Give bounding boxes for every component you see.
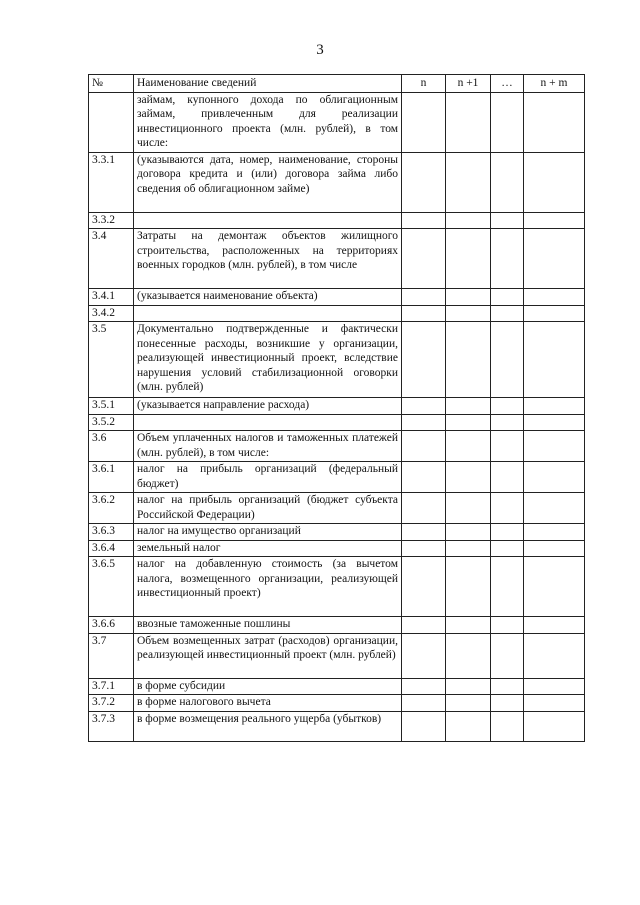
row-number: 3.4 [89,229,134,289]
row-number: 3.7.2 [89,695,134,712]
cell-value-n [402,289,446,306]
cell-value-n-plus-m [524,633,585,678]
cell-value-ellipsis [491,152,524,212]
table-row [89,695,585,712]
cell-value-ellipsis [491,678,524,695]
cell-value-n-plus-1 [446,322,491,398]
cell-value-ellipsis [491,229,524,289]
row-number: 3.6 [89,431,134,462]
row-number: 3.3.2 [89,212,134,229]
cell-value-n [402,322,446,398]
row-number: 3.6.4 [89,540,134,557]
cell-value-ellipsis [491,398,524,415]
cell-value-n-plus-m [524,152,585,212]
row-number: 3.5.1 [89,398,134,415]
cell-value-ellipsis [491,524,524,541]
cell-value-n-plus-m [524,431,585,462]
cell-value-n-plus-1 [446,152,491,212]
cell-value-n-plus-1 [446,229,491,289]
cell-value-n-plus-m [524,540,585,557]
row-name [134,414,402,431]
cell-value-n-plus-m [524,414,585,431]
row-name [134,212,402,229]
cell-value-n [402,540,446,557]
row-name: в форме налогового вычета [134,695,402,712]
cell-value-n-plus-m [524,493,585,524]
table-body [89,92,585,741]
cell-value-n-plus-1 [446,695,491,712]
row-number: 3.6.6 [89,617,134,634]
table-row [89,462,585,493]
table-row [89,678,585,695]
row-number [89,92,134,152]
cell-value-n-plus-1 [446,289,491,306]
header-year-n-plus-1: n +1 [446,75,491,93]
table-row [89,305,585,322]
row-name: в форме субсидии [134,678,402,695]
cell-value-n-plus-m [524,695,585,712]
cell-value-n-plus-m [524,398,585,415]
cell-value-ellipsis [491,462,524,493]
row-name: налог на прибыль организаций (бюджет субъекта Российской Федерации) [134,493,402,524]
cell-value-n-plus-m [524,524,585,541]
row-name: займам, купонного дохода по облигационным займам, привлеченным для реализации инвестиционного проекта (млн. рублей), в том числе: [134,92,402,152]
cell-value-n-plus-m [524,678,585,695]
cell-value-n [402,633,446,678]
cell-value-ellipsis [491,633,524,678]
table-row [89,540,585,557]
table-row [89,398,585,415]
row-number: 3.7.3 [89,711,134,741]
row-number: 3.6.2 [89,493,134,524]
cell-value-n [402,524,446,541]
row-name: ввозные таможенные пошлины [134,617,402,634]
cell-value-n-plus-1 [446,678,491,695]
cell-value-ellipsis [491,92,524,152]
table-row [89,229,585,289]
row-name: (указываются дата, номер, наименование, стороны договора кредита и (или) договора займа либо сведения об облигационном займе) [134,152,402,212]
table-row [89,152,585,212]
table-row [89,711,585,741]
table-row [89,322,585,398]
row-number: 3.6.1 [89,462,134,493]
cell-value-n-plus-m [524,305,585,322]
cell-value-n-plus-m [524,557,585,617]
cell-value-ellipsis [491,711,524,741]
cell-value-n-plus-1 [446,305,491,322]
cell-value-n [402,462,446,493]
row-number: 3.5 [89,322,134,398]
row-name: налог на имущество организаций [134,524,402,541]
cell-value-ellipsis [491,695,524,712]
cell-value-n-plus-m [524,617,585,634]
row-number: 3.6.5 [89,557,134,617]
cell-value-n-plus-1 [446,431,491,462]
cell-value-n [402,695,446,712]
page-number: 3 [316,42,324,58]
cell-value-n-plus-1 [446,557,491,617]
cell-value-n [402,305,446,322]
cell-value-n [402,431,446,462]
cell-value-n [402,617,446,634]
cell-value-n-plus-m [524,289,585,306]
cell-value-ellipsis [491,617,524,634]
header-name: Наименование сведений [134,75,402,93]
table-row [89,633,585,678]
header-year-n: n [402,75,446,93]
cell-value-n [402,414,446,431]
cell-value-n-plus-1 [446,524,491,541]
cell-value-n-plus-1 [446,540,491,557]
row-number: 3.7.1 [89,678,134,695]
cell-value-n [402,711,446,741]
row-number: 3.7 [89,633,134,678]
cell-value-ellipsis [491,289,524,306]
row-number: 3.5.2 [89,414,134,431]
row-name: земельный налог [134,540,402,557]
row-name: Затраты на демонтаж объектов жилищного строительства, расположенных на территориях военных городков (млн. рублей), в том числе [134,229,402,289]
table-row [89,493,585,524]
header-ellipsis: … [491,75,524,93]
cell-value-ellipsis [491,414,524,431]
cell-value-n-plus-1 [446,92,491,152]
cell-value-n [402,557,446,617]
cell-value-n [402,493,446,524]
row-name: налог на добавленную стоимость (за вычетом налога, возмещенного организации, реализующей инвестиционный проект) [134,557,402,617]
row-name: (указывается наименование объекта) [134,289,402,306]
table-row [89,524,585,541]
cell-value-ellipsis [491,212,524,229]
table-row [89,212,585,229]
table-row [89,414,585,431]
report-table [88,74,585,742]
cell-value-ellipsis [491,540,524,557]
cell-value-ellipsis [491,322,524,398]
row-name: (указывается направление расхода) [134,398,402,415]
table-row [89,289,585,306]
row-name: Объем уплаченных налогов и таможенных платежей (млн. рублей), в том числе: [134,431,402,462]
cell-value-n [402,398,446,415]
row-number: 3.3.1 [89,152,134,212]
cell-value-n-plus-1 [446,711,491,741]
cell-value-n-plus-1 [446,398,491,415]
header-number: № [89,75,134,93]
cell-value-n [402,229,446,289]
cell-value-n [402,678,446,695]
table-row [89,617,585,634]
cell-value-ellipsis [491,493,524,524]
cell-value-n-plus-1 [446,462,491,493]
cell-value-n-plus-1 [446,493,491,524]
row-name [134,305,402,322]
row-number: 3.6.3 [89,524,134,541]
cell-value-n-plus-1 [446,414,491,431]
table-row [89,557,585,617]
table-row [89,431,585,462]
cell-value-n-plus-m [524,711,585,741]
cell-value-n-plus-1 [446,633,491,678]
cell-value-n-plus-1 [446,617,491,634]
cell-value-n-plus-m [524,212,585,229]
cell-value-ellipsis [491,431,524,462]
row-name: Документально подтвержденные и фактически понесенные расходы, возникшие у организации, реализующей инвестиционный проект, вследствие нарушения условий стабилизационной оговорки (млн. рублей) [134,322,402,398]
row-number: 3.4.2 [89,305,134,322]
cell-value-n-plus-m [524,322,585,398]
cell-value-n-plus-m [524,92,585,152]
cell-value-n-plus-m [524,462,585,493]
header-year-n-plus-m: n + m [524,75,585,93]
cell-value-n [402,212,446,229]
header-row [89,75,585,93]
row-name: Объем возмещенных затрат (расходов) организации, реализующей инвестиционный проект (млн. рублей) [134,633,402,678]
row-name: в форме возмещения реального ущерба (убытков) [134,711,402,741]
cell-value-n [402,152,446,212]
cell-value-n-plus-m [524,229,585,289]
cell-value-ellipsis [491,557,524,617]
row-name: налог на прибыль организаций (федеральный бюджет) [134,462,402,493]
cell-value-n [402,92,446,152]
table-row [89,92,585,152]
cell-value-n-plus-1 [446,212,491,229]
row-number: 3.4.1 [89,289,134,306]
cell-value-ellipsis [491,305,524,322]
